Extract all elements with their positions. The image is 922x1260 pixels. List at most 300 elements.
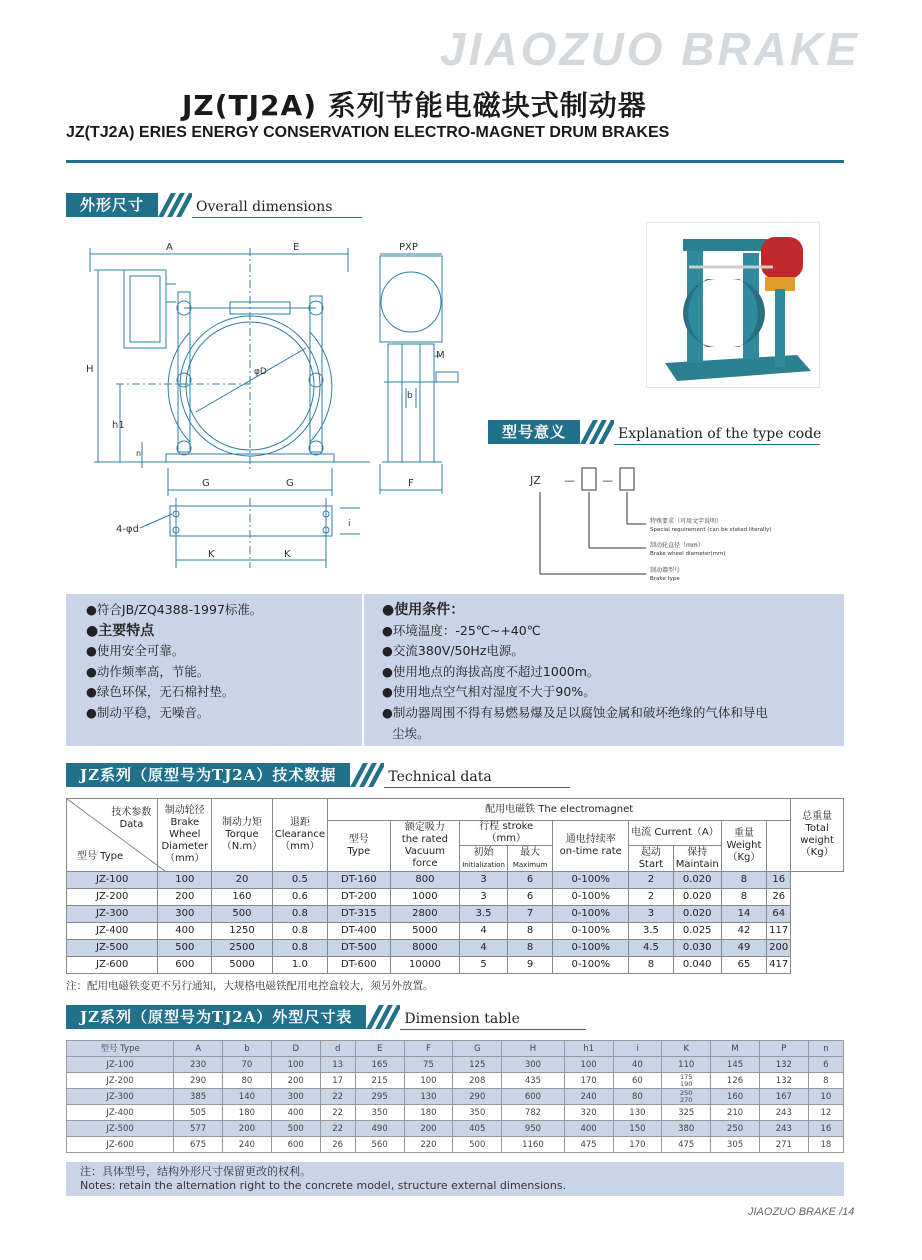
table-cell: 350: [453, 1105, 502, 1121]
table-cell: 125: [453, 1057, 502, 1073]
table-cell: 200: [223, 1121, 272, 1137]
table-cell: 0-100%: [553, 872, 629, 889]
table-cell: 500: [453, 1137, 502, 1153]
table-cell: 8: [808, 1073, 843, 1089]
th-wheel-l4: （mm）: [165, 853, 205, 864]
table-cell: 40: [613, 1057, 662, 1073]
table-cell: 200: [404, 1121, 453, 1137]
section-header-tech: [66, 762, 570, 788]
dim-label-m: M: [436, 350, 445, 361]
table-cell: 215: [355, 1073, 404, 1089]
tech-note: 注：配用电磁铁变更不另行通知，大规格电磁铁配用电控盒较大，须另外放置。: [66, 980, 434, 992]
table-cell: 150: [613, 1121, 662, 1137]
table-cell: 5000: [390, 923, 460, 940]
table-row: [67, 923, 844, 940]
dim-label-g-right: G: [286, 478, 294, 489]
table-cell: 13: [320, 1057, 355, 1073]
table-cell: 210: [711, 1105, 760, 1121]
th-stroke-max: [507, 846, 552, 872]
table-cell: 400: [564, 1121, 613, 1137]
dim-label-pxp: PXP: [399, 242, 418, 253]
th-wheel-l0: 制动轮径: [164, 805, 205, 816]
table-cell: JZ-400: [67, 923, 158, 940]
dim-header-cell: b: [223, 1041, 272, 1057]
table-cell: 160: [212, 889, 273, 906]
table-cell: 160: [711, 1089, 760, 1105]
th-start-cn: 起动: [640, 846, 661, 858]
table-cell: 60: [613, 1073, 662, 1089]
table-cell: DT-160: [328, 872, 391, 889]
table-row: [67, 957, 844, 974]
table-cell: 2500: [212, 940, 273, 957]
table-cell: 250: [711, 1121, 760, 1137]
table-cell: 5000: [212, 957, 273, 974]
table-cell: 200: [767, 940, 791, 957]
table-cell: 7: [507, 906, 552, 923]
table-cell: 500: [212, 906, 273, 923]
table-cell: 600: [158, 957, 212, 974]
dim-label-n: n: [136, 449, 142, 458]
table-cell: 22: [320, 1121, 355, 1137]
dim-label-a: A: [166, 242, 173, 253]
table-cell: 295: [355, 1089, 404, 1105]
th-em-type: [328, 821, 391, 872]
table-cell: 17: [320, 1073, 355, 1089]
table-cell: 240: [223, 1137, 272, 1153]
dim-label-e: E: [293, 242, 300, 253]
table-cell: 243: [759, 1105, 808, 1121]
table-cell: 14: [721, 906, 766, 923]
product-photo: [646, 222, 820, 388]
dim-header-cell: K: [662, 1041, 711, 1057]
type-code-diagram: [520, 462, 840, 592]
table-cell: 110: [662, 1057, 711, 1073]
table-cell: 8: [507, 923, 552, 940]
table-cell: 126: [711, 1073, 760, 1089]
section-header-type: [488, 419, 820, 445]
table-cell: 0.030: [673, 940, 721, 957]
header-rule: [66, 160, 844, 163]
dim-header-cell: E: [355, 1041, 404, 1057]
th-wheel-l2: Wheel: [169, 829, 201, 840]
brand-watermark: JIAOZUO BRAKE: [440, 23, 860, 75]
table-cell: 4: [460, 940, 508, 957]
th-current: 电流 Current（A）: [629, 821, 722, 846]
table-cell: 16: [767, 872, 791, 889]
table-cell: 100: [564, 1057, 613, 1073]
features-left: [86, 600, 262, 724]
table-cell: 0.5: [272, 872, 327, 889]
th-cur-start: [629, 846, 674, 872]
table-cell: 405: [453, 1121, 502, 1137]
dim-header-cell: A: [174, 1041, 223, 1057]
th-total-l2: weight: [800, 835, 834, 846]
table-cell: 0.020: [673, 889, 721, 906]
th-total: [791, 799, 844, 872]
table-cell: 26: [320, 1137, 355, 1153]
table-cell: 3: [460, 872, 508, 889]
th-force-l0: 额定吸力: [404, 822, 445, 833]
table-cell: 170: [564, 1073, 613, 1089]
features-panel: [66, 594, 844, 746]
th-torque-l2: （N.m）: [221, 841, 263, 852]
table-cell: 165: [355, 1057, 404, 1073]
table-row: [67, 1105, 844, 1121]
table-row: [67, 906, 844, 923]
feature-item: ●符合JB/ZQ4388-1997标准。: [86, 602, 263, 617]
note-cn: 注：具体型号，结构外形尺寸保留更改的权利。: [80, 1165, 311, 1178]
table-cell: 200: [158, 889, 212, 906]
dim-label-g-left: G: [202, 478, 210, 489]
table-cell: 0.020: [673, 906, 721, 923]
table-cell: 0.8: [272, 940, 327, 957]
table-cell: 170: [613, 1137, 662, 1153]
th-stroke: 行程 stroke（mm）: [460, 821, 553, 846]
dim-header-cell: 型号 Type: [67, 1041, 174, 1057]
dim-label-f: F: [408, 478, 414, 489]
dim-header-cell: d: [320, 1041, 355, 1057]
th-param: [111, 807, 151, 831]
dim-header-cell: n: [808, 1041, 843, 1057]
table-cell: 350: [355, 1105, 404, 1121]
table-cell: 435: [502, 1073, 565, 1089]
table-cell: 0-100%: [553, 923, 629, 940]
table-cell: 100: [158, 872, 212, 889]
table-cell: 6: [507, 872, 552, 889]
table-cell: 6: [808, 1057, 843, 1073]
table-cell: 417: [767, 957, 791, 974]
table-cell: 70: [223, 1057, 272, 1073]
section-tag: JZ系列（原型号为TJ2A）外型尺寸表: [66, 1005, 366, 1029]
table-cell: 145: [711, 1057, 760, 1073]
table-cell: 3.5: [460, 906, 508, 923]
table-cell: 10: [808, 1089, 843, 1105]
section-tag: 型号意义: [488, 420, 580, 444]
th-maintain-cn: 保持: [687, 846, 708, 858]
table-cell: JZ-200: [67, 1073, 174, 1089]
dim-label-h: H: [86, 364, 94, 375]
table-cell: 130: [404, 1089, 453, 1105]
th-clear-l2: （mm）: [280, 841, 320, 852]
table-cell: JZ-100: [67, 872, 158, 889]
th-param-cn: 技术参数: [111, 807, 152, 818]
th-rate: [553, 821, 629, 872]
th-rate-l0: 通电持续率: [565, 834, 616, 845]
dim-header-cell: G: [453, 1041, 502, 1057]
table-cell: 243: [759, 1121, 808, 1137]
slash-decoration: [350, 763, 384, 787]
page-title-cn: JZ(TJ2A) 系列节能电磁块式制动器: [182, 89, 647, 122]
th-max-cn: 最大: [520, 846, 541, 858]
table-cell: 18: [808, 1137, 843, 1153]
table-cell: JZ-100: [67, 1057, 174, 1073]
slash-decoration: [158, 193, 192, 217]
dim-label-k-left: K: [208, 549, 215, 560]
table-cell: 200: [271, 1073, 320, 1089]
th-cur-maintain: [673, 846, 721, 872]
th-force-l1: the rated: [401, 834, 449, 845]
table-cell: 230: [174, 1057, 223, 1073]
table-cell: 3.5: [629, 923, 674, 940]
table-cell: 16: [808, 1121, 843, 1137]
table-cell: 8: [721, 889, 766, 906]
table-cell: 600: [271, 1137, 320, 1153]
note-en: Notes: retain the alternation right to the concrete model, structure external dimensions.: [80, 1179, 567, 1192]
table-cell: 208: [453, 1073, 502, 1089]
table-cell: JZ-200: [67, 889, 158, 906]
table-cell: 500: [158, 940, 212, 957]
th-electromagnet: 配用电磁铁 The electromagnet: [328, 799, 791, 821]
condition-item: ●使用地点的海拔高度不超过1000m。: [382, 663, 600, 679]
th-torque: [212, 799, 273, 872]
dim-label-h1: h1: [112, 420, 125, 431]
slash-decoration: [580, 420, 614, 444]
dim-header-cell: M: [711, 1041, 760, 1057]
type-code-label-type-cn: 制动器型号: [650, 567, 681, 574]
th-param-en: Data: [119, 819, 144, 830]
dim-header-cell: D: [271, 1041, 320, 1057]
table-cell: 4: [460, 923, 508, 940]
table-cell: 400: [158, 923, 212, 940]
table-cell: 26: [767, 889, 791, 906]
table-cell: DT-200: [328, 889, 391, 906]
section-tag: JZ系列（原型号为TJ2A）技术数据: [66, 763, 350, 787]
table-cell: 505: [174, 1105, 223, 1121]
table-cell: 290: [174, 1073, 223, 1089]
table-cell: 140: [223, 1089, 272, 1105]
feature-item: ●绿色环保，无石棉衬垫。: [86, 684, 235, 700]
dim-header-cell: h1: [564, 1041, 613, 1057]
table-row: [67, 1089, 844, 1105]
features-divider: [362, 594, 364, 746]
th-init-en: Initialization: [462, 860, 505, 869]
th-emtype-l0: 型号: [348, 834, 369, 845]
section-title-en: Dimension table: [400, 1011, 586, 1030]
type-code-prefix: JZ: [530, 474, 541, 487]
table-cell: 4.5: [629, 940, 674, 957]
type-code-label-special-en: Special requirement (can be stated literally): [650, 527, 772, 533]
th-stroke-init: [460, 846, 508, 872]
slash-decoration: [366, 1005, 400, 1029]
table-cell: 490: [355, 1121, 404, 1137]
th-start-en: Start: [638, 858, 664, 870]
table-cell: 1250: [212, 923, 273, 940]
table-cell: 8000: [390, 940, 460, 957]
page-title-en: JZ(TJ2A) ERIES ENERGY CONSERVATION ELECTRO-MAGNET DRUM BRAKES: [66, 124, 670, 141]
dim-header-row: [67, 1041, 844, 1057]
th-init-cn: 初始: [473, 846, 494, 858]
table-cell: 12: [808, 1105, 843, 1121]
table-cell: 300: [158, 906, 212, 923]
table-cell: 8: [629, 957, 674, 974]
dim-label-phid: φD: [254, 367, 267, 377]
table-cell: 290: [453, 1089, 502, 1105]
table-cell: 1.0: [272, 957, 327, 974]
table-cell: 240: [564, 1089, 613, 1105]
table-cell: 49: [721, 940, 766, 957]
feature-item: ●使用安全可靠。: [86, 643, 185, 659]
table-cell: 3: [629, 906, 674, 923]
table-cell: 305: [711, 1137, 760, 1153]
table-cell: 220: [404, 1137, 453, 1153]
table-cell: 2800: [390, 906, 460, 923]
table-cell: 8: [721, 872, 766, 889]
table-cell: JZ-500: [67, 940, 158, 957]
table-cell: 117: [767, 923, 791, 940]
th-maintain-en: Maintain: [675, 858, 719, 870]
th-clear-l0: 退距: [289, 817, 310, 828]
type-code-dash-2: —: [602, 474, 613, 487]
table-row: [67, 1057, 844, 1073]
type-code-label-wheel-en: Brake wheel diameter(mm): [650, 551, 726, 557]
overall-dimension-drawing: [80, 232, 460, 572]
th-wheel-l3: Diameter: [161, 841, 209, 852]
table-cell: 0.8: [272, 906, 327, 923]
table-cell: 300: [271, 1089, 320, 1105]
table-cell: 475: [564, 1137, 613, 1153]
section-title-en: Technical data: [384, 769, 570, 788]
table-cell: 950: [502, 1121, 565, 1137]
table-cell: 380: [662, 1121, 711, 1137]
feature-item: ●制动平稳，无噪音。: [86, 704, 210, 720]
table-cell: JZ-500: [67, 1121, 174, 1137]
dim-header-cell: F: [404, 1041, 453, 1057]
th-total-l0: 总重量: [802, 811, 833, 822]
th-wheel-l1: Brake: [170, 817, 200, 828]
table-cell: 320: [564, 1105, 613, 1121]
table-row: [67, 1137, 844, 1153]
table-cell: DT-600: [328, 957, 391, 974]
section-tag: 外形尺寸: [66, 193, 158, 217]
table-cell: 0.8: [272, 923, 327, 940]
th-torque-l0: 制动力矩: [221, 817, 262, 828]
table-cell: 132: [759, 1057, 808, 1073]
table-cell: 22: [320, 1089, 355, 1105]
table-cell: 3: [460, 889, 508, 906]
table-cell: 80: [223, 1073, 272, 1089]
type-code-label-type-en: Brake type: [650, 576, 680, 582]
condition-item: ●制动器周围不得有易燃易爆及足以腐蚀金属和破坏绝缘的气体和导电: [382, 704, 768, 720]
th-weight-l0: 重量: [733, 828, 754, 839]
table-cell: 64: [767, 906, 791, 923]
dim-header-cell: P: [759, 1041, 808, 1057]
th-wheel: [158, 799, 212, 872]
feature-heading: ●主要特点: [86, 622, 155, 639]
table-cell: DT-400: [328, 923, 391, 940]
table-cell: 8: [507, 940, 552, 957]
table-row: [67, 872, 844, 889]
th-max-en: Maximum: [512, 860, 548, 869]
table-cell: 675: [174, 1137, 223, 1153]
table-cell: 250 270: [662, 1089, 711, 1105]
th-weight-l1: Weight: [726, 840, 762, 851]
table-cell: 100: [404, 1073, 453, 1089]
type-code-dash-1: —: [564, 474, 575, 487]
dim-label-holes: 4-φd: [116, 524, 139, 535]
table-cell: JZ-300: [67, 906, 158, 923]
table-cell: 600: [502, 1089, 565, 1105]
table-cell: 180: [404, 1105, 453, 1121]
th-clear-l1: Clearance: [274, 829, 325, 840]
tech-table-body: [67, 872, 844, 974]
table-cell: 5: [460, 957, 508, 974]
th-weight-l2: （Kg）: [727, 852, 761, 863]
section-header-overall: [66, 192, 362, 218]
table-cell: 0.025: [673, 923, 721, 940]
table-row: [67, 940, 844, 957]
table-cell: 475: [662, 1137, 711, 1153]
table-cell: 300: [502, 1057, 565, 1073]
table-cell: 271: [759, 1137, 808, 1153]
th-total-l3: （Kg）: [800, 847, 834, 858]
table-cell: 560: [355, 1137, 404, 1153]
table-cell: 100: [271, 1057, 320, 1073]
brake-illustration: [647, 223, 819, 387]
table-cell: 75: [404, 1057, 453, 1073]
table-cell: 42: [721, 923, 766, 940]
table-cell: 9: [507, 957, 552, 974]
table-cell: 400: [271, 1105, 320, 1121]
dim-header-cell: i: [613, 1041, 662, 1057]
table-cell: 6: [507, 889, 552, 906]
table-cell: 0.020: [673, 872, 721, 889]
section-title-en: Overall dimensions: [192, 199, 362, 218]
table-cell: 1000: [390, 889, 460, 906]
table-cell: 132: [759, 1073, 808, 1089]
condition-heading: ●使用条件：: [382, 602, 465, 618]
th-weight: [721, 821, 766, 872]
table-cell: 20: [212, 872, 273, 889]
table-cell: 0-100%: [553, 906, 629, 923]
section-header-dim: [66, 1004, 586, 1030]
table-cell: 577: [174, 1121, 223, 1137]
table-row: [67, 889, 844, 906]
table-cell: 130: [613, 1105, 662, 1121]
table-cell: 0.6: [272, 889, 327, 906]
table-cell: 782: [502, 1105, 565, 1121]
th-type: 型号 Type: [77, 851, 124, 862]
table-cell: 180: [223, 1105, 272, 1121]
table-cell: JZ-300: [67, 1089, 174, 1105]
table-cell: 175 190: [662, 1073, 711, 1089]
page-footer: JIAOZUO BRAKE /14: [748, 1206, 855, 1218]
table-cell: 65: [721, 957, 766, 974]
table-cell: 2: [629, 889, 674, 906]
table-cell: 1160: [502, 1137, 565, 1153]
table-cell: 0-100%: [553, 940, 629, 957]
dim-header-cell: H: [502, 1041, 565, 1057]
table-cell: JZ-600: [67, 1137, 174, 1153]
dim-label-k-right: K: [284, 549, 291, 560]
th-total-l1: Total: [805, 823, 829, 834]
th-rate-l1: on-time rate: [559, 846, 622, 857]
condition-item: ●使用地点空气相对湿度不大于90%。: [382, 684, 596, 700]
th-force: [390, 821, 460, 872]
condition-item-cont: 尘埃。: [392, 725, 430, 741]
table-cell: 22: [320, 1105, 355, 1121]
dim-label-i: i: [348, 519, 351, 529]
table-cell: 800: [390, 872, 460, 889]
th-param-type: [67, 799, 158, 872]
feature-item: ●动作频率高，节能。: [86, 663, 210, 679]
features-right: [382, 600, 768, 744]
table-cell: 0-100%: [553, 957, 629, 974]
condition-item: ●交流380V/50Hz电源。: [382, 643, 524, 659]
th-clearance: [272, 799, 327, 872]
table-cell: JZ-400: [67, 1105, 174, 1121]
table-cell: 0-100%: [553, 889, 629, 906]
th-force-l2: Vacuum force: [404, 846, 445, 869]
